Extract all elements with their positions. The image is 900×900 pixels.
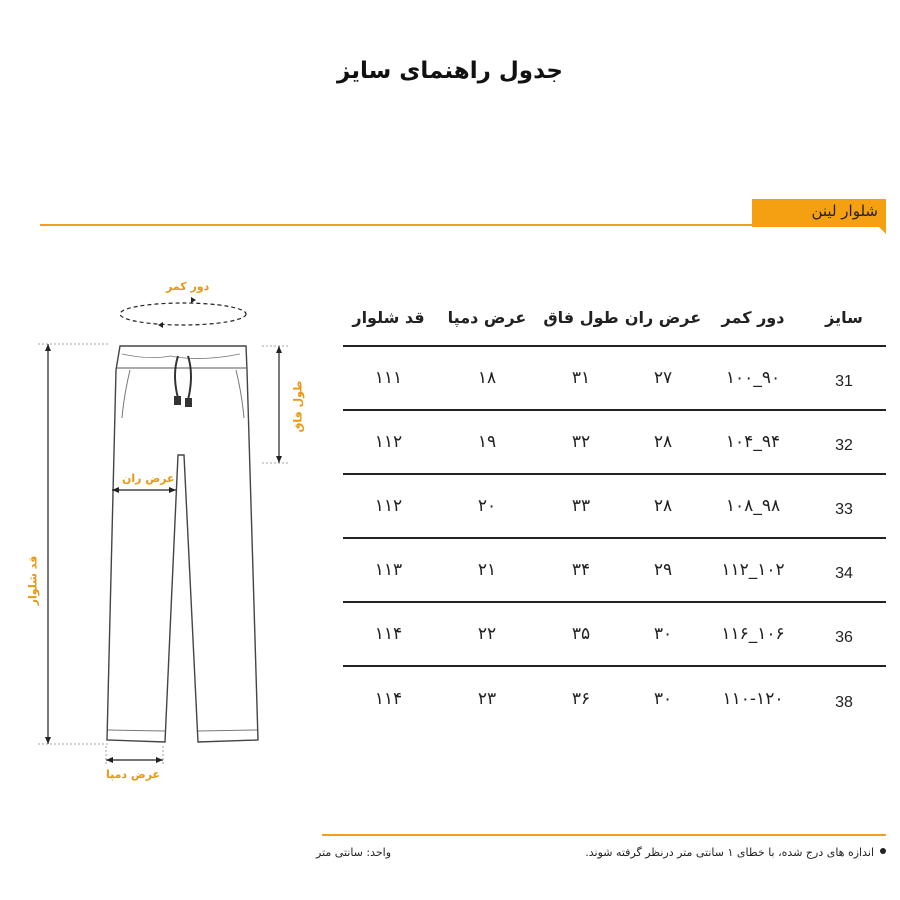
table-row	[343, 538, 886, 602]
cell-thigh: ۳۰	[653, 688, 673, 709]
header-size: سایز	[802, 290, 886, 346]
waist-label: دور کمر	[166, 280, 210, 293]
table-row	[343, 602, 886, 666]
cell-size: 33	[802, 474, 886, 538]
cell-length: ۱۱۲	[343, 410, 434, 474]
cell-size: 36	[802, 602, 886, 666]
thigh-label: عرض ران	[122, 472, 175, 485]
cell-thigh: ۲۸	[622, 474, 704, 538]
cell-length: ۱۱۱	[343, 346, 434, 410]
cell-hem: ۲۰	[434, 474, 540, 538]
cell-rise: ۳۳	[540, 474, 622, 538]
table-row	[343, 410, 886, 474]
waist-ellipse	[120, 303, 246, 325]
cell-rise: ۳۲	[540, 410, 622, 474]
header-hem: عرض دمپا	[434, 290, 540, 346]
cell-hem: ۱۹	[434, 410, 540, 474]
footer-divider	[322, 834, 886, 836]
footnote-bullet	[880, 848, 886, 854]
cell-waist: ۹۸_۱۰۸	[704, 474, 802, 538]
length-arrow-bottom	[45, 737, 51, 744]
table-row	[343, 666, 886, 730]
cell-hem: ۲۱	[434, 538, 540, 602]
cell-length: ۱۱۲	[343, 474, 434, 538]
cell-thigh: ۲۹	[622, 538, 704, 602]
footnote-text: اندازه های درج شده، با خطای ۱ سانتی متر درنظر گرفته شوند.	[585, 846, 874, 859]
table-row	[343, 474, 886, 538]
cell-hem: ۲۳	[477, 688, 497, 709]
hem-arrow-right	[156, 757, 163, 763]
cell-waist: ۹۴_۱۰۴	[704, 410, 802, 474]
table-row	[343, 346, 886, 410]
size-table	[343, 290, 886, 730]
hem-arrow-left	[106, 757, 113, 763]
table-header-row	[343, 290, 886, 346]
cell-thigh: ۳۰	[622, 602, 704, 666]
waist-arrow-bottom	[158, 322, 163, 328]
cell-size: 38	[835, 693, 853, 711]
header-length: قد شلوار	[343, 290, 434, 346]
cell-waist: ۱۱۰-۱۲۰	[722, 688, 784, 709]
section-tab-label: شلوار لینن	[752, 199, 886, 227]
hem-label: عرض دمپا	[106, 768, 161, 781]
rise-arrow-top	[276, 346, 282, 353]
header-waist: دور کمر	[704, 290, 802, 346]
waist-arrow-top	[191, 297, 196, 303]
cell-length: ۱۱۴	[374, 688, 403, 709]
cell-thigh: ۲۸	[622, 410, 704, 474]
rise-label: طول فاق	[291, 380, 305, 433]
cell-rise: ۳۴	[540, 538, 622, 602]
cell-size: 31	[802, 346, 886, 410]
cell-thigh: ۲۷	[622, 346, 704, 410]
length-arrow-top	[45, 344, 51, 351]
cell-rise: ۳۶	[571, 688, 591, 709]
length-label: قد شلوار	[26, 555, 40, 606]
unit-text: واحد: سانتی متر	[316, 846, 392, 859]
drawstring-tip-right	[185, 398, 192, 407]
section-divider	[40, 224, 752, 226]
pants-diagram	[0, 270, 320, 814]
cell-hem: ۲۲	[434, 602, 540, 666]
drawstring-tip-left	[174, 396, 181, 405]
header-thigh: عرض ران	[622, 290, 704, 346]
pants-outline	[107, 346, 258, 742]
cell-rise: ۳۵	[540, 602, 622, 666]
cell-waist: ۱۰۲_۱۱۲	[704, 538, 802, 602]
rise-arrow-bottom	[276, 456, 282, 463]
page-title: جدول راهنمای سایز	[337, 58, 563, 84]
cell-hem: ۱۸	[434, 346, 540, 410]
cell-size: 34	[802, 538, 886, 602]
pants-drawing	[0, 270, 320, 810]
cell-waist: ۹۰_۱۰۰	[704, 346, 802, 410]
cell-length: ۱۱۴	[343, 602, 434, 666]
cell-size: 32	[802, 410, 886, 474]
cell-waist: ۱۰۶_۱۱۶	[704, 602, 802, 666]
cell-rise: ۳۱	[540, 346, 622, 410]
cell-length: ۱۱۳	[343, 538, 434, 602]
header-rise: طول فاق	[540, 290, 622, 346]
